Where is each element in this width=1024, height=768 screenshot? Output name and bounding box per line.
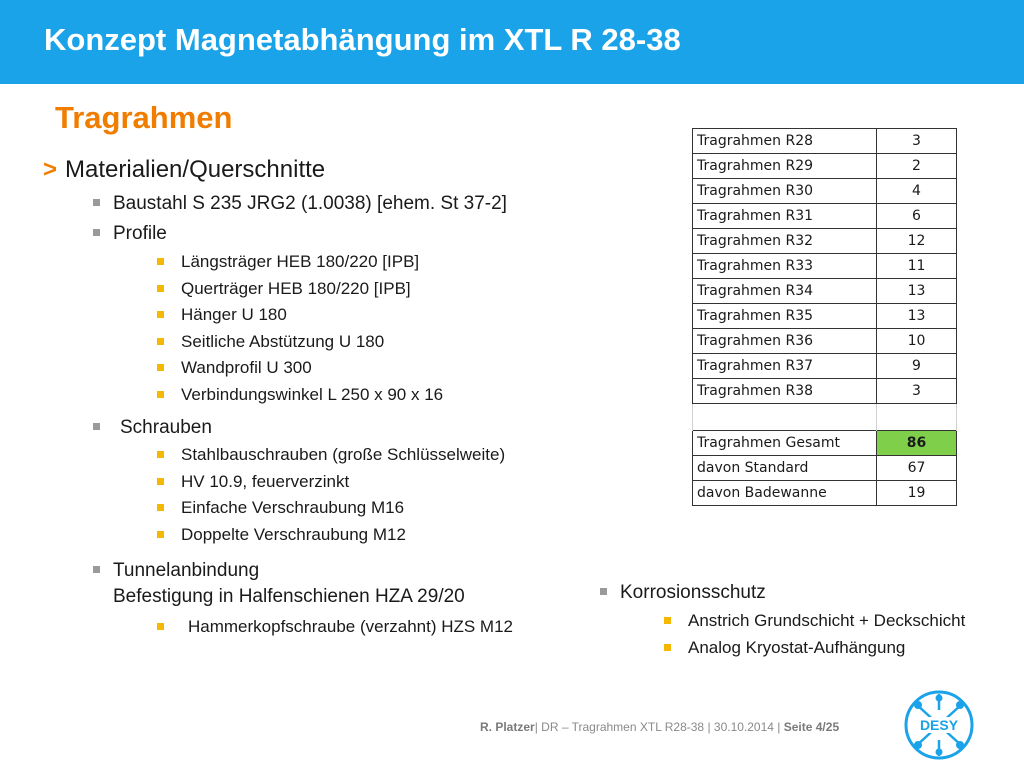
standard-value: 67 [877,456,957,481]
list-item [181,444,505,466]
row-label: Tragrahmen R32 [693,229,877,254]
logo-text: DESY [919,717,959,733]
heading-text: Materialien/Querschnitte [65,156,326,183]
square-bullet-icon [93,199,100,206]
table-row [693,179,957,204]
bullet-baustahl [113,191,507,217]
square-bullet-icon [157,531,164,538]
tragrahmen-table [692,128,957,506]
table-row-standard [693,456,957,481]
table-row-total [693,431,957,456]
spacer-cell [877,404,957,431]
list-item [181,304,287,326]
list-item [188,616,513,638]
row-label: Tragrahmen R35 [693,304,877,329]
row-value: 9 [877,354,957,379]
arrow-bullet-icon: > [43,156,58,183]
footer [480,720,839,734]
list-item-text: Hammerkopfschraube (verzahnt) HZS M12 [188,617,514,636]
list-item-text: HV 10.9, feuerverzinkt [181,472,350,491]
table-row [693,154,957,179]
table-spacer-row [693,404,957,431]
square-bullet-icon [157,258,164,265]
badewanne-value: 19 [877,481,957,506]
square-bullet-icon [157,391,164,398]
row-value: 4 [877,179,957,204]
list-item-text: Anstrich Grundschicht + Deckschicht [688,611,966,630]
square-bullet-icon [157,285,164,292]
list-item-text: Hänger U 180 [181,305,287,324]
list-item-text: Seitliche Abstützung U 180 [181,332,385,351]
footer-page: Seite 4/25 [780,720,840,734]
list-item [181,278,411,300]
bullet-text: Profile [113,223,167,244]
list-item [181,331,384,353]
list-item [688,637,905,659]
list-item [181,357,312,379]
table-row [693,379,957,404]
badewanne-label: davon Badewanne [693,481,877,506]
bullet-text: Schrauben [120,417,212,438]
list-item-text: Wandprofil U 300 [181,358,312,377]
row-value: 3 [877,129,957,154]
square-bullet-icon [600,588,607,595]
row-label: Tragrahmen R31 [693,204,877,229]
square-bullet-icon [93,423,100,430]
table-row [693,229,957,254]
row-label: Tragrahmen R38 [693,379,877,404]
square-bullet-icon [93,229,100,236]
standard-label: davon Standard [693,456,877,481]
table-row [693,129,957,154]
footer-separator: | [534,720,538,734]
footer-text: DR – Tragrahmen XTL R28-38 | 30.10.2014 | [537,720,781,734]
list-item [688,610,965,632]
square-bullet-icon [157,504,164,511]
row-value: 13 [877,279,957,304]
total-value: 86 [877,431,957,456]
table-row [693,354,957,379]
list-item-text: Analog Kryostat-Aufhängung [688,638,906,657]
header-bar [0,0,1024,84]
bullet-tunnelanbindung [113,558,465,610]
table-row [693,304,957,329]
row-label: Tragrahmen R37 [693,354,877,379]
list-item [181,384,443,406]
list-item [181,497,404,519]
table-row [693,279,957,304]
bullet-text-line2: Befestigung in Halfenschienen HZA 29/20 [113,586,465,607]
row-label: Tragrahmen R30 [693,179,877,204]
row-label: Tragrahmen R36 [693,329,877,354]
spacer-cell [693,404,877,431]
row-label: Tragrahmen R33 [693,254,877,279]
square-bullet-icon [664,644,671,651]
heading-materialien [43,156,325,184]
footer-author: R. Platzer [480,720,535,734]
row-value: 6 [877,204,957,229]
bullet-text: Korrosionsschutz [620,582,766,603]
bullet-profile [113,221,167,247]
square-bullet-icon [157,311,164,318]
square-bullet-icon [157,364,164,371]
bullet-korrosionsschutz [620,580,766,606]
square-bullet-icon [157,451,164,458]
section-subtitle: Tragrahmen [55,100,233,135]
list-item-text: Querträger HEB 180/220 [IPB] [181,279,411,298]
list-item-text: Längsträger HEB 180/220 [IPB] [181,252,420,271]
list-item [181,524,406,546]
row-value: 12 [877,229,957,254]
square-bullet-icon [157,623,164,630]
table-row-badewanne [693,481,957,506]
slide-title: Konzept Magnetabhängung im XTL R 28-38 [44,22,681,57]
square-bullet-icon [664,617,671,624]
row-value: 10 [877,329,957,354]
row-value: 3 [877,379,957,404]
row-value: 13 [877,304,957,329]
desy-logo-icon [904,690,974,760]
table-row [693,204,957,229]
table-row [693,254,957,279]
row-value: 11 [877,254,957,279]
bullet-schrauben [120,415,212,441]
row-label: Tragrahmen R34 [693,279,877,304]
row-label: Tragrahmen R28 [693,129,877,154]
list-item-text: Einfache Verschraubung M16 [181,498,405,517]
list-item-text: Stahlbauschrauben (große Schlüsselweite) [181,445,506,464]
list-item-text: Verbindungswinkel L 250 x 90 x 16 [181,385,444,404]
row-label: Tragrahmen R29 [693,154,877,179]
bullet-text: Baustahl S 235 JRG2 (1.0038) [ehem. St 37-2] [113,193,507,214]
list-item [181,471,349,493]
square-bullet-icon [157,338,164,345]
list-item [181,251,419,273]
total-label: Tragrahmen Gesamt [693,431,877,456]
list-item-text: Doppelte Verschraubung M12 [181,525,406,544]
square-bullet-icon [157,478,164,485]
square-bullet-icon [93,566,100,573]
table-row [693,329,957,354]
row-value: 2 [877,154,957,179]
bullet-text: Tunnelanbindung [113,560,260,581]
